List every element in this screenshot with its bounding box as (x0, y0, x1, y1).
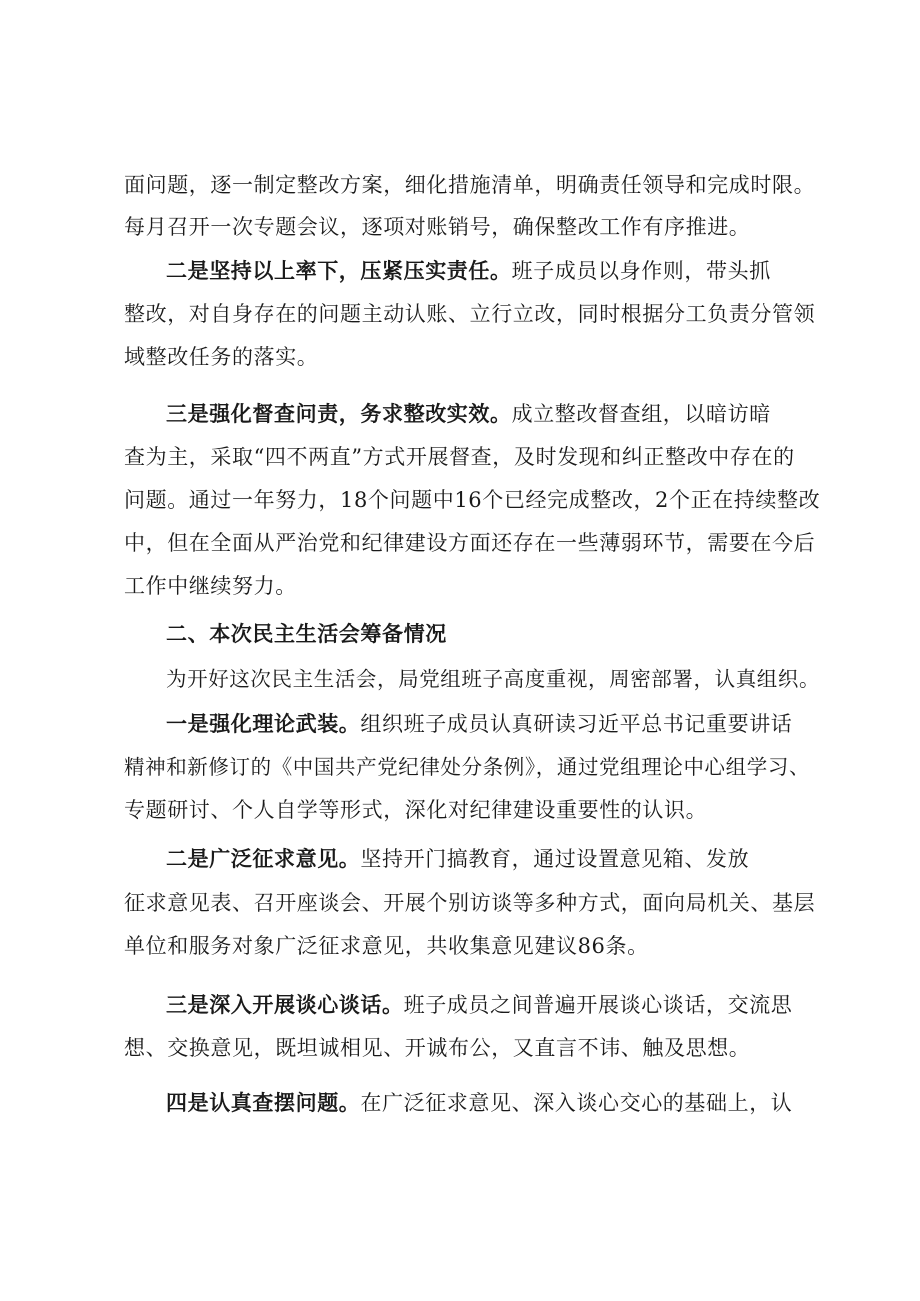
paragraph-line (166, 707, 826, 741)
paragraph-line (124, 340, 824, 374)
paragraph-line (124, 750, 824, 784)
paragraph-line (124, 569, 824, 603)
paragraph-line (124, 1031, 824, 1065)
bold-lead-text: 四是认真查摆问题。 (166, 1090, 361, 1115)
paragraph-line (124, 440, 824, 474)
paragraph-line (124, 526, 824, 560)
paragraph-line (124, 793, 824, 827)
text-span: 工作中继续努力。 (124, 574, 297, 598)
paragraph-line (124, 168, 824, 202)
bold-lead-text: 二是坚持以上率下，压紧压实责任。 (166, 258, 512, 283)
bold-lead-text: 二是广泛征求意见。 (166, 846, 361, 871)
text-span: 征求意见表、召开座谈会、开展个别访谈等多种方式，面向局机关、基层 (124, 891, 816, 915)
paragraph-line (124, 929, 824, 963)
paragraph-line (166, 397, 826, 431)
text-span: 问题。通过一年努力，18个问题中16个已经完成整改，2个正在持续整改 (124, 488, 821, 512)
text-span: 中，但在全面从严治党和纪律建设方面还存在一些薄弱环节，需要在今后 (124, 531, 816, 555)
text-span: 面问题，逐一制定整改方案，细化措施清单，明确责任领导和完成时限。 (124, 173, 816, 197)
bold-lead-text: 一是强化理论武装。 (166, 711, 361, 736)
paragraph-line (166, 988, 826, 1022)
heading-text: 二、本次民主生活会筹备情况 (166, 622, 447, 646)
section-heading (166, 617, 826, 651)
paragraph-line (124, 483, 824, 517)
paragraph-line (124, 297, 824, 331)
text-span: 专题研讨、个人自学等形式，深化对纪律建设重要性的认识。 (124, 798, 708, 822)
text-span: 坚持开门搞教育，通过设置意见箱、发放 (360, 847, 750, 871)
text-span: 班子成员以身作则，带头抓 (511, 259, 771, 283)
paragraph-line (166, 254, 826, 288)
paragraph-line (166, 1086, 826, 1120)
text-span: 组织班子成员认真研读习近平总书记重要讲话 (360, 712, 793, 736)
text-span: 查为主，采取“四不两直”方式开展督查，及时发现和纠正整改中存在的 (124, 445, 795, 469)
paragraph-line (166, 842, 826, 876)
paragraph-line (124, 210, 824, 244)
text-span: 班子成员之间普遍开展谈心谈话，交流思 (403, 993, 793, 1017)
text-span: 为开好这次民主生活会，局党组班子高度重视，周密部署，认真组织。 (166, 667, 821, 691)
text-span: 整改，对自身存在的问题主动认账、立行立改，同时根据分工负责分管领 (124, 302, 816, 326)
paragraph-line (124, 886, 824, 920)
text-span: 想、交换意见，既坦诚相见、开诚布公，又直言不讳、触及思想。 (124, 1036, 751, 1060)
text-span: 在广泛征求意见、深入谈心交心的基础上，认 (360, 1091, 793, 1115)
text-span: 成立整改督查组，以暗访暗 (511, 402, 771, 426)
bold-lead-text: 三是深入开展谈心谈话。 (166, 992, 404, 1017)
text-span: 每月召开一次专题会议，逐项对账销号，确保整改工作有序推进。 (124, 215, 751, 239)
bold-lead-text: 三是强化督查问责，务求整改实效。 (166, 401, 512, 426)
paragraph-line (166, 662, 826, 696)
text-span: 精神和新修订的《中国共产党纪律处分条例》，通过党组理论中心组学习、 (124, 755, 811, 779)
text-span: 域整改任务的落实。 (124, 345, 319, 369)
text-span: 单位和服务对象广泛征求意见，共收集意见建议86条。 (124, 934, 649, 958)
